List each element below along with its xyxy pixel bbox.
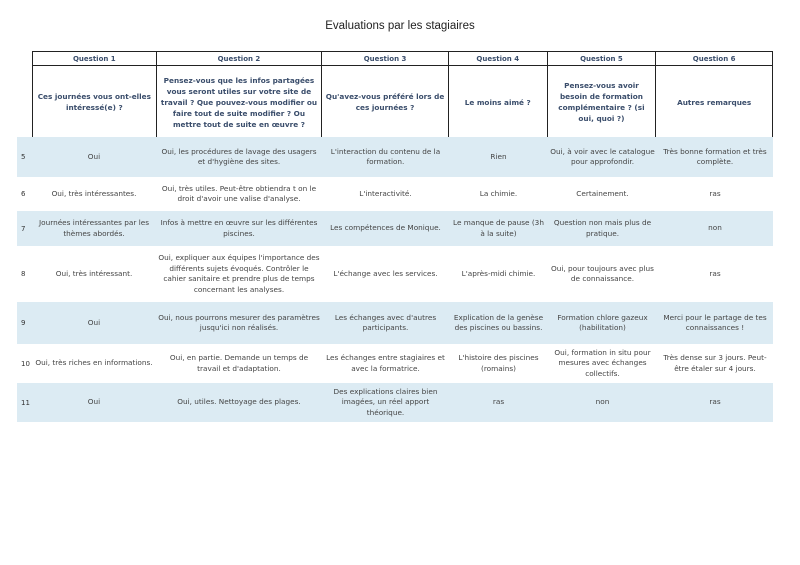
answer-cell: L'après-midi chimie. bbox=[461, 268, 536, 278]
answer-cell: Journées intéressantes par les thèmes abordés. bbox=[38, 218, 150, 238]
answer-cell: L'interactivité. bbox=[359, 188, 412, 198]
answer-cell: Merci pour le partage de tes connaissances ! bbox=[663, 312, 767, 332]
answer-cell: Oui bbox=[87, 397, 101, 407]
answer-cell: ras bbox=[709, 268, 721, 278]
table-row bbox=[17, 302, 773, 344]
answer-cell: La chimie. bbox=[479, 188, 518, 198]
row-number: 5 bbox=[21, 153, 26, 161]
answer-cell: Question non mais plus de pratique. bbox=[553, 218, 652, 238]
answer-cell: Infos à mettre en œuvre sur les différentes piscines. bbox=[160, 218, 318, 238]
answer-cell: L'interaction du contenu de la formation. bbox=[330, 146, 441, 166]
table-row bbox=[17, 246, 773, 302]
column-question: Qu'avez-vous préféré lors de ces journées ? bbox=[322, 66, 449, 138]
column-question: Ces journées vous ont-elles intéressé(e) ? bbox=[33, 66, 157, 138]
column-question: Le moins aimé ? bbox=[449, 66, 548, 138]
table-row bbox=[17, 383, 773, 422]
answer-cell: Le manque de pause (3h à la suite) bbox=[453, 218, 544, 238]
answer-cell: L'échange avec les services. bbox=[333, 268, 438, 278]
question-label-row bbox=[33, 52, 772, 66]
answer-cell: Oui, très riches en informations. bbox=[35, 358, 153, 368]
row-number: 10 bbox=[21, 359, 30, 368]
table-row bbox=[17, 137, 773, 177]
row-number: 6 bbox=[21, 190, 26, 198]
answer-cell: Oui, à voir avec le catalogue pour approfondir. bbox=[550, 146, 655, 166]
column-question: Autres remarques bbox=[677, 97, 752, 107]
column-question: Pensez-vous avoir besoin de formation complémentaire ? (si oui, quoi ?) bbox=[548, 66, 657, 138]
answer-cell: Les compétences de Monique. bbox=[330, 223, 441, 233]
answer-cell: Oui, nous pourrons mesurer des paramètres jusqu'ici non réalisés. bbox=[158, 312, 320, 332]
answer-cell: Oui bbox=[87, 151, 101, 161]
answer-cell: Oui, les procédures de lavage des usagers et d'hygiène des sites. bbox=[161, 146, 317, 166]
answer-cell: Très bonne formation et très complète. bbox=[663, 146, 767, 166]
answer-cell: Oui, formation in situ pour mesures avec échanges collectifs. bbox=[554, 347, 651, 378]
answer-cell: ras bbox=[709, 397, 721, 407]
answers-table-body bbox=[17, 137, 773, 422]
answer-cell: Certainement. bbox=[576, 188, 629, 198]
row-number: 7 bbox=[21, 224, 26, 233]
answer-cell: Très dense sur 3 jours. Peut-être étaler sur 4 jours. bbox=[663, 353, 767, 373]
answer-cell: Oui, très intéressantes. bbox=[51, 188, 137, 198]
table-header bbox=[32, 51, 773, 139]
row-number: 9 bbox=[21, 319, 26, 327]
column-label: Question 1 bbox=[33, 52, 157, 65]
answer-cell: Oui, très intéressant. bbox=[55, 268, 133, 278]
table-row bbox=[17, 177, 773, 211]
answer-cell: Rien bbox=[490, 151, 507, 161]
answer-cell: Oui, très utiles. Peut-être obtiendra t on le droit d'avoir une valise d'analyse. bbox=[161, 183, 317, 203]
column-label: Question 2 bbox=[157, 52, 323, 65]
question-text-row bbox=[33, 66, 772, 138]
answer-cell: non bbox=[708, 223, 722, 233]
answer-cell: Oui bbox=[87, 317, 101, 327]
column-label: Question 6 bbox=[692, 54, 736, 63]
row-number: 11 bbox=[21, 398, 30, 407]
column-label: Question 5 bbox=[548, 52, 657, 65]
answer-cell: Formation chlore gazeux (habilitation) bbox=[557, 312, 648, 332]
answer-cell: non bbox=[595, 397, 610, 407]
answer-cell: Les échanges entre stagiaires et avec la formatrice. bbox=[326, 353, 445, 373]
answer-cell: L'histoire des piscines (romains) bbox=[458, 353, 539, 373]
table-row bbox=[17, 344, 773, 383]
answer-cell: ras bbox=[709, 188, 721, 198]
table-row bbox=[17, 211, 773, 246]
answer-cell: Oui, pour toujours avec plus de connaissance. bbox=[551, 263, 654, 283]
answer-cell: Des explications claires bien imagées, un réel apport théorique. bbox=[333, 386, 438, 417]
column-question: Pensez-vous que les infos partagées vous seront utiles sur votre site de travail ? Que pouvez-vous modifier ou faire tout de suite modifier ? Ou mettre tout de suite en œuvre ? bbox=[157, 66, 323, 138]
answer-cell: ras bbox=[492, 397, 505, 407]
column-label: Question 4 bbox=[449, 52, 548, 65]
answer-cell: Les échanges avec d'autres participants. bbox=[334, 312, 437, 332]
answer-cell: Oui, en partie. Demande un temps de travail et d'adaptation. bbox=[169, 353, 309, 373]
column-label: Question 3 bbox=[322, 52, 449, 65]
answer-cell: Oui, utiles. Nettoyage des plages. bbox=[177, 397, 301, 407]
page-title: Evaluations par les stagiaires bbox=[325, 20, 475, 32]
answer-cell: Explication de la genèse des piscines ou bassins. bbox=[453, 312, 544, 332]
row-number: 8 bbox=[21, 270, 26, 278]
answer-cell: Oui, expliquer aux équipes l'importance des différents sujets évoqués. Contrôler le cahier sanitaire et prendre plus de temps concernant les analyses. bbox=[158, 253, 320, 294]
